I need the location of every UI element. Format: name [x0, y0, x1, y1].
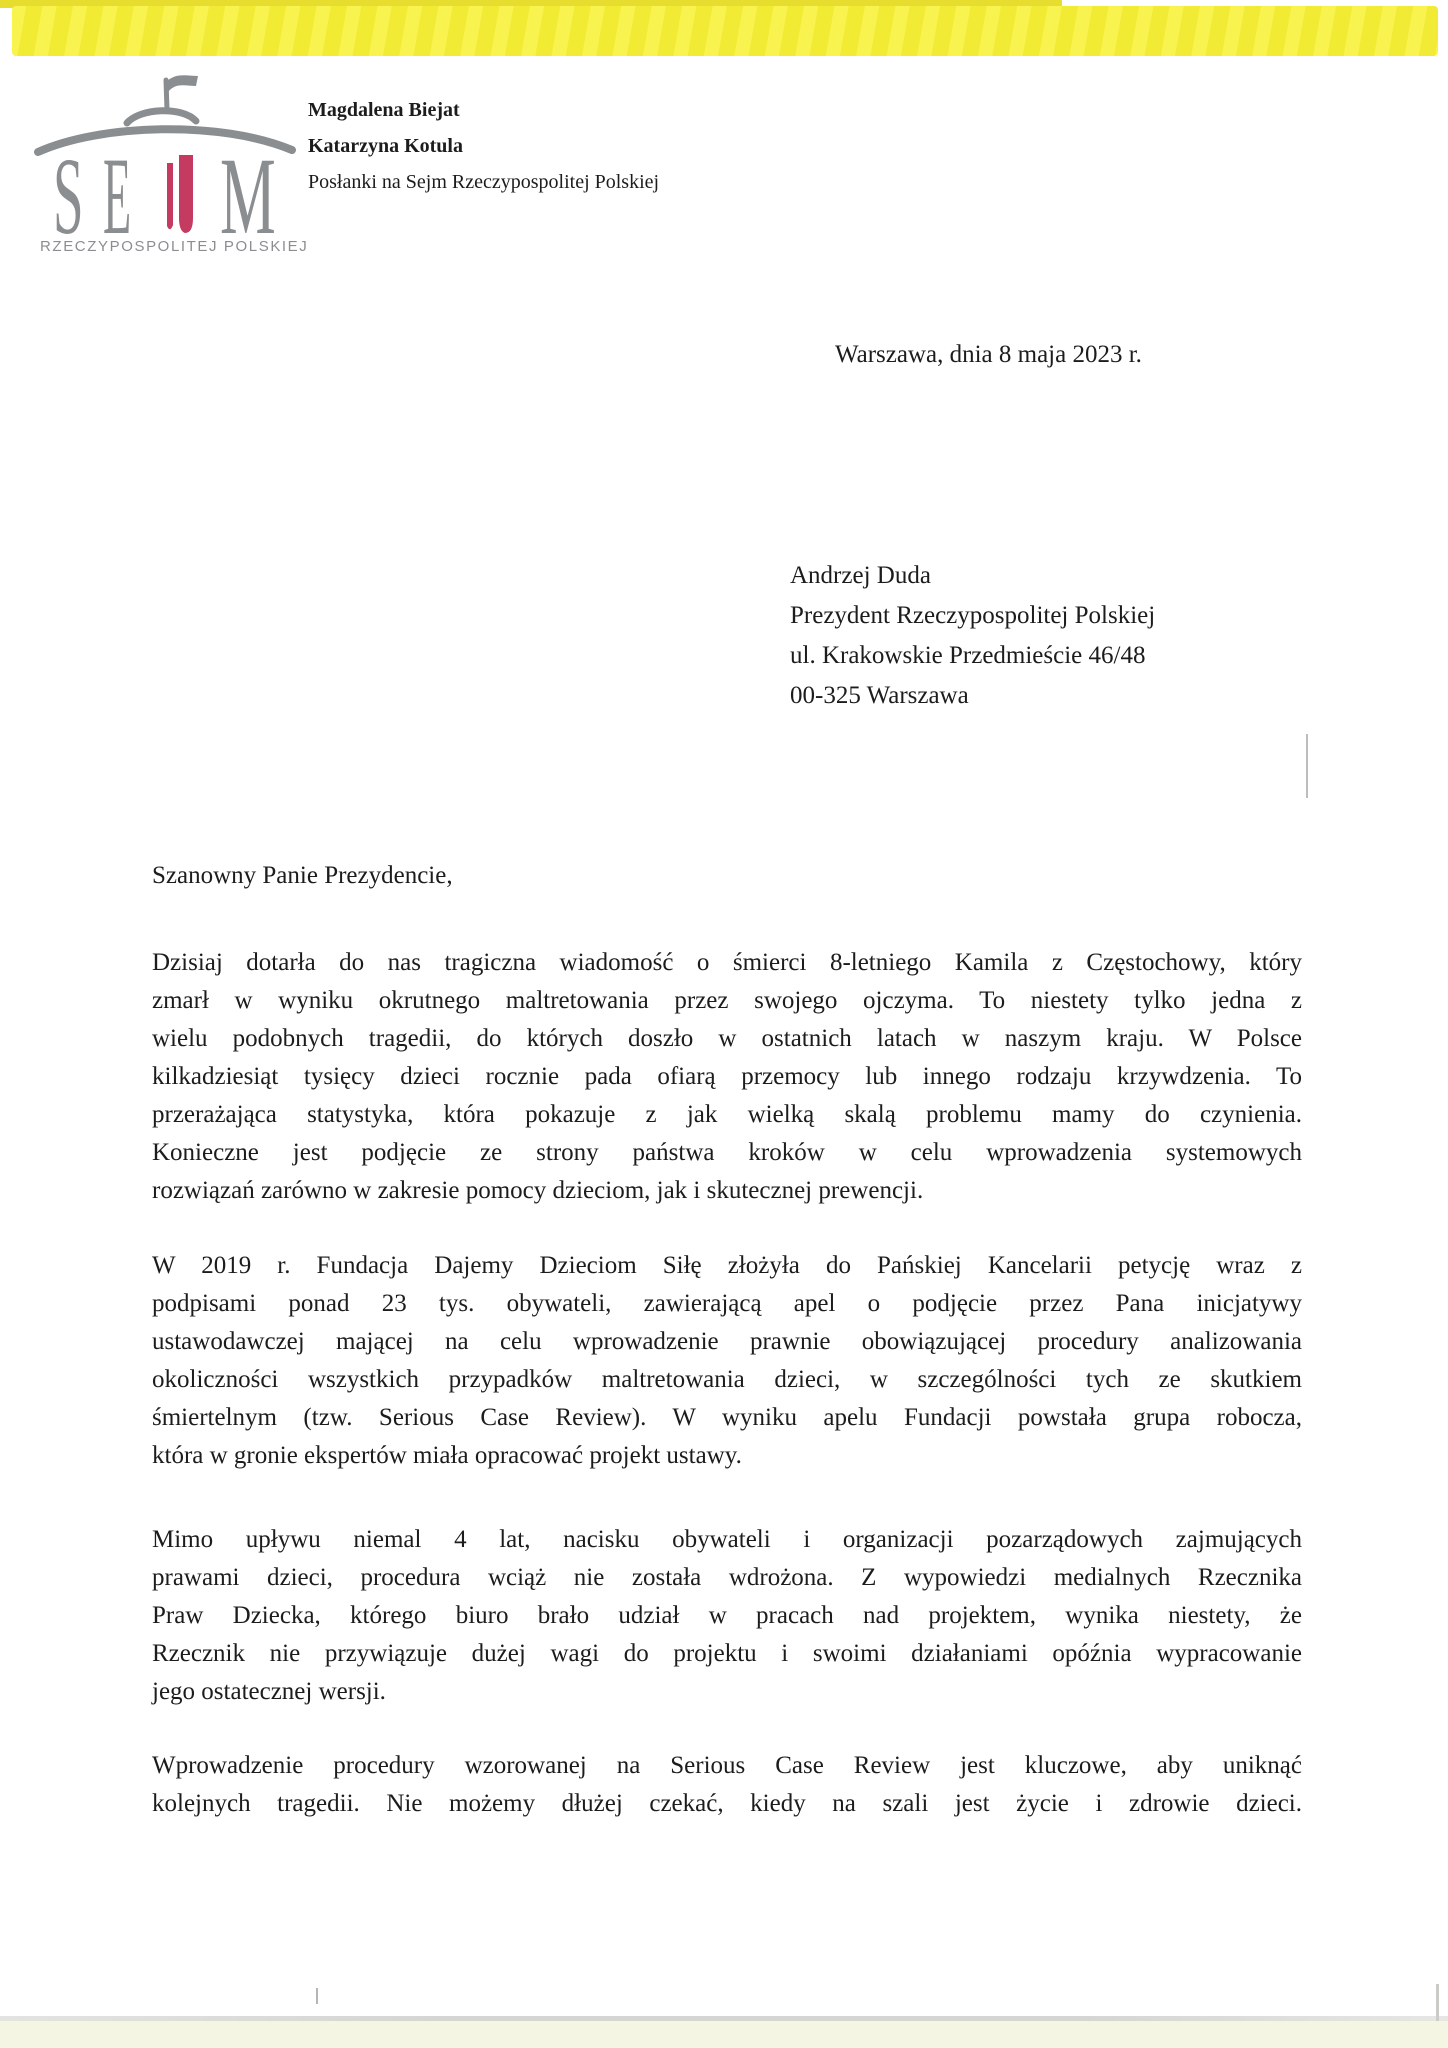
sender-name-1: Magdalena Biejat [308, 99, 460, 121]
paragraph-1-line: zmarł w wyniku okrutnego maltretowania przez swojego ojczyma. To niestety tylko jedna z [152, 987, 1302, 1014]
paragraph-3-line: Praw Dziecka, którego biuro brało udział w pracach nad projektem, wynika niestety, że [152, 1602, 1302, 1629]
paragraph-2-line: ustawodawczej mającej na celu wprowadzenie prawnie obowiązującej procedury analizowania [152, 1328, 1302, 1355]
logo-dome-small-arc [127, 111, 196, 123]
recipient-block [790, 556, 1155, 716]
recipient-title: Prezydent Rzeczypospolitej Polskiej [790, 602, 1156, 629]
logo-caption: RZECZYPOSPOLITEJ POLSKIEJ [40, 238, 309, 255]
paragraph-1-line: Konieczne jest podjęcie ze strony państwa kroków w celu wprowadzenia systemowych [152, 1139, 1302, 1166]
paragraph-3-line: prawami dzieci, procedura wciąż nie została wdrożona. Z wypowiedzi medialnych Rzecznika [152, 1564, 1302, 1591]
paragraph-1-line: przerażająca statystyka, która pokazuje z jak wielką skalą problemu mamy do czynienia. [152, 1101, 1302, 1128]
paragraph-1-line: kilkadziesiąt tysięcy dzieci rocznie pada ofiarą przemocy lub innego rodzaju krzywdzenia. To [152, 1063, 1302, 1090]
paragraph-1-line: wielu podobnych tragedii, do których doszło w ostatnich latach w naszym kraju. W Polsce [152, 1025, 1302, 1052]
paragraph-3-line: Mimo upływu niemal 4 lat, nacisku obywateli i organizacji pozarządowych zajmujących [152, 1526, 1302, 1553]
recipient-name: Andrzej Duda [790, 562, 931, 589]
paragraph-2 [152, 1247, 1302, 1475]
paragraph-1 [152, 944, 1302, 1210]
paragraph-3-line: jego ostatecznej wersji. [152, 1678, 386, 1705]
paragraph-1-line: rozwiązań zarówno w zakresie pomocy dzieciom, jak i skutecznej prewencji. [152, 1177, 924, 1204]
highlight-bar-top [12, 6, 1438, 56]
recipient-street: ul. Krakowskie Przedmieście 46/48 [790, 642, 1146, 669]
date-line: Warszawa, dnia 8 maja 2023 r. [835, 341, 1142, 368]
scan-tick-artifact [316, 1988, 318, 2004]
sender-name-2: Katarzyna Kotula [308, 135, 463, 157]
sender-block [308, 92, 659, 200]
logo-letter-e: E [103, 136, 132, 246]
salutation: Szanowny Panie Prezydencie, [152, 862, 453, 889]
paragraph-3-line: Rzecznik nie przywiązuje dużej wagi do projektu i swoimi działaniami opóźnia wypracowanie [152, 1640, 1302, 1667]
logo-letter-m: M [220, 135, 276, 246]
recipient-city: 00-325 Warszawa [790, 682, 969, 709]
paragraph-4 [152, 1747, 1302, 1823]
paragraph-3 [152, 1521, 1302, 1711]
paragraph-4-line: kolejnych tragedii. Nie możemy dłużej czekać, kiedy na szali jest życie i zdrowie dzieci. [152, 1790, 1302, 1817]
paragraph-4-line: Wprowadzenie procedury wzorowanej na Serious Case Review jest kluczowe, aby uniknąć [152, 1752, 1302, 1779]
paragraph-2-line: śmiertelnym (tzw. Serious Case Review). W wyniku apelu Fundacji powstała grupa robocza, [152, 1404, 1302, 1431]
paragraph-2-line: W 2019 r. Fundacja Dajemy Dzieciom Siłę złożyła do Pańskiej Kancelarii petycję wraz z [152, 1252, 1302, 1279]
paragraph-1-line: Dzisiaj dotarła do nas tragiczna wiadomość o śmierci 8-letniego Kamila z Częstochowy, który [152, 949, 1302, 976]
paragraph-2-line: podpisami ponad 23 tys. obywateli, zawierającą apel o podjęcie przez Pana inicjatywy [152, 1290, 1302, 1317]
sender-title: Posłanki na Sejm Rzeczypospolitej Polskiej [308, 171, 660, 193]
paragraph-2-line: która w gronie ekspertów miała opracować projekt ustawy. [152, 1442, 742, 1469]
scan-fold-artifact [1306, 734, 1308, 798]
highlight-strip-bottom [0, 2021, 1448, 2048]
paragraph-2-line: okoliczności wszystkich przypadków maltretowania dzieci, w szczególności tych ze skutkiem [152, 1366, 1302, 1393]
sejm-logo [30, 66, 300, 246]
logo-letter-j [167, 155, 193, 233]
logo-letter-s: S [53, 135, 84, 246]
page-right-edge [1436, 1984, 1439, 2021]
logo-flag-icon [166, 75, 198, 92]
